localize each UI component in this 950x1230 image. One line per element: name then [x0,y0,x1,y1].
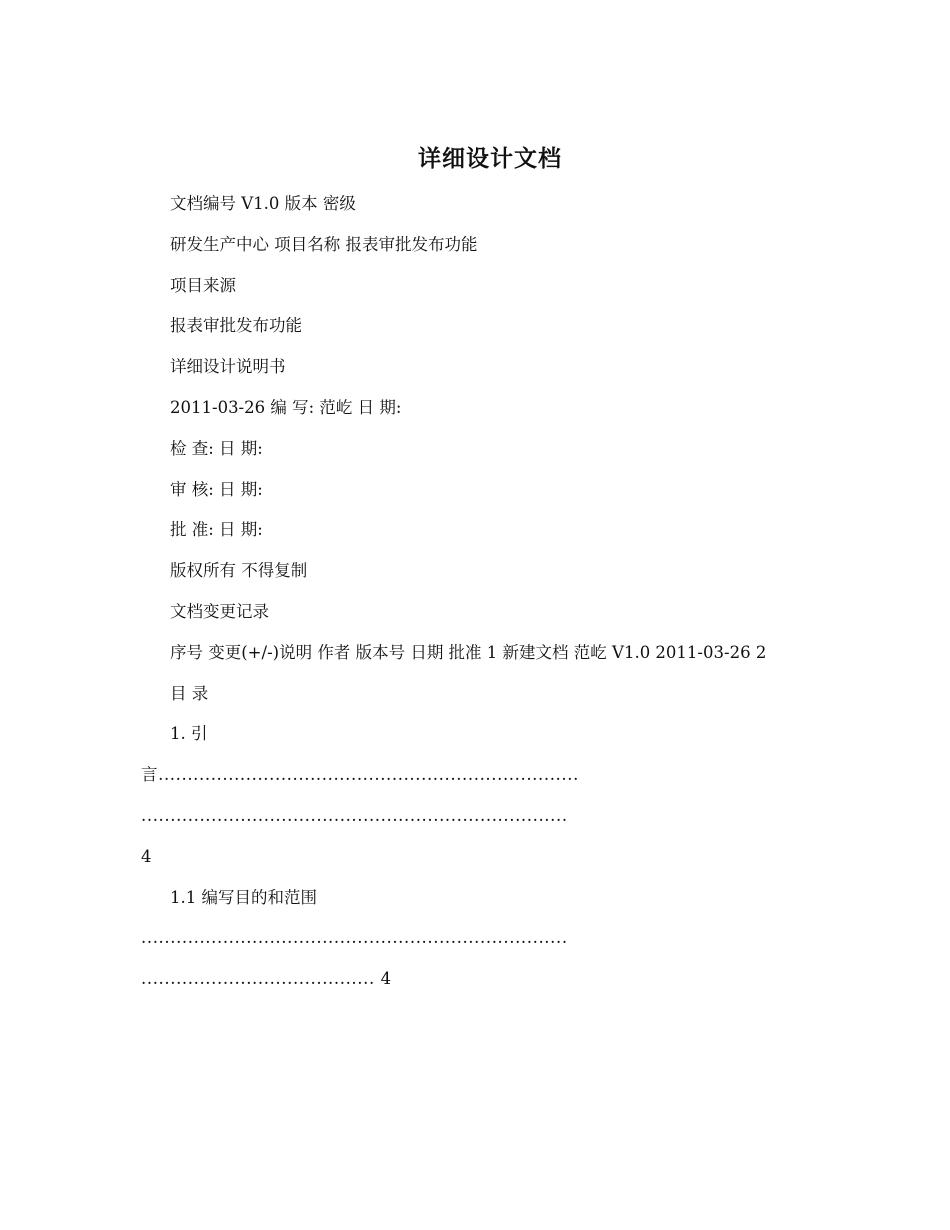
paragraph-project-name: 研发生产中心 项目名称 报表审批发布功能 [170,234,478,254]
paragraph-toc-title: 目 录 [170,683,209,703]
toc-heading-introduction: 1. 引 [170,724,208,744]
paragraph-copyright: 版权所有 不得复制 [170,561,308,581]
toc-dots-line: 言........................................................................ [141,765,579,785]
paragraph-change-log-title: 文档变更记录 [170,601,269,621]
toc-heading-purpose-scope: 1.1 编写目的和范围 [170,887,317,907]
paragraph-spec-title: 详细设计说明书 [170,357,286,377]
toc-dots-line-with-page: ........................................ 4 [141,969,392,989]
paragraph-author-date: 2011-03-26 编 写: 范屹 日 期: [170,397,402,417]
paragraph-function-name: 报表审批发布功能 [170,316,302,336]
toc-dots-line: ......................................................................... [141,928,568,948]
paragraph-project-source: 项目来源 [170,275,236,295]
toc-page-number: 4 [141,846,152,866]
paragraph-check: 检 查: 日 期: [170,438,263,458]
document-title: 详细设计文档 [418,145,562,172]
paragraph-review: 审 核: 日 期: [170,479,263,499]
toc-dots-line: ......................................................................... [141,805,568,825]
document-body [141,184,809,1000]
paragraph-approve: 批 准: 日 期: [170,520,263,540]
paragraph-change-log-row: 序号 变更(+/-)说明 作者 版本号 日期 批准 1 新建文档 范屹 V1.0 2011-03-26 2 [170,642,767,662]
paragraph-doc-number: 文档编号 V1.0 版本 密级 [170,194,356,213]
